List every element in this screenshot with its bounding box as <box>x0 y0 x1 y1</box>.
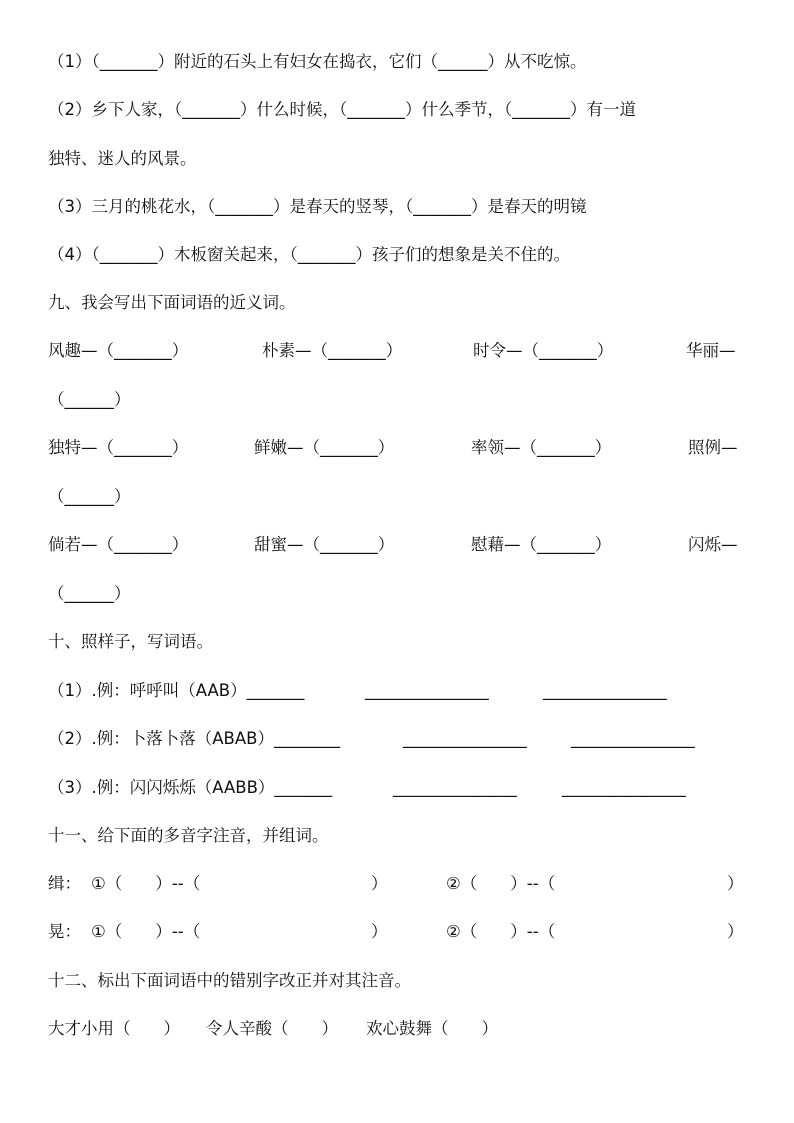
q11-row2-choice1-end: ） <box>371 922 388 941</box>
q8-item-2-line2: 独特、迷人的风景。 <box>48 149 197 168</box>
q8-item-1: （1）（_______）附近的石头上有妇女在捣衣，它们（______）从不吃惊。 <box>48 52 587 71</box>
q9-heading: 九、我会写出下面词语的近义词。 <box>48 293 296 312</box>
q12-heading: 十二、标出下面词语中的错别字改正并对其注音。 <box>48 971 411 990</box>
q9-row2-item3: 率领—（_______） <box>471 438 612 457</box>
q10-example-2: （2）.例：卜落卜落（ABAB）________ <box>48 729 340 748</box>
q10-ex3-blank-2: _______________ <box>562 778 686 797</box>
q9-row1-item4: 华丽— <box>686 341 736 360</box>
q9-row1-item1: 风趣—（_______） <box>48 341 189 360</box>
q11-row1-choice1-end: ） <box>371 874 388 893</box>
q10-example-1: （1）.例：呼呼叫（AAB）_______ <box>48 681 305 700</box>
q10-ex2-blank-1: _______________ <box>403 729 527 748</box>
q11-row1-choice2-end: ） <box>727 874 744 893</box>
q11-row2-choice2-end: ） <box>727 922 744 941</box>
q9-row3-continuation: （______） <box>48 584 131 603</box>
q9-row3-item4: 闪烁— <box>688 535 738 554</box>
q10-heading: 十、照样子，写词语。 <box>48 632 213 651</box>
q9-row1-item3: 时令—（_______） <box>473 341 614 360</box>
q9-row2-item4: 照例— <box>688 438 738 457</box>
q10-ex1-blank-1: _______________ <box>365 681 489 700</box>
q11-row1-choice2: ②（ ）--（ <box>446 874 556 893</box>
q12-item-3: 欢心鼓舞（ ） <box>366 1019 498 1038</box>
q9-row2-continuation: （______） <box>48 487 131 506</box>
q10-ex2-blank-2: _______________ <box>571 729 695 748</box>
q9-row2-item2: 鲜嫩—（_______） <box>254 438 395 457</box>
q10-example-3: （3）.例：闪闪烁烁（AABB）_______ <box>48 778 333 797</box>
q11-heading: 十一、给下面的多音字注音，并组词。 <box>48 826 329 845</box>
q9-row3-item2: 甜蜜—（_______） <box>254 535 395 554</box>
q11-row2-char: 晃： <box>48 922 81 941</box>
q8-item-4: （4）（_______）木板窗关起来，（_______）孩子们的想象是关不住的。 <box>48 245 570 264</box>
q11-row1-char: 缉： <box>48 874 81 893</box>
q10-ex3-blank-1: _______________ <box>393 778 517 797</box>
q8-item-3: （3）三月的桃花水，（_______）是春天的竖琴，（_______）是春天的明镜 <box>48 197 587 216</box>
q11-row2-choice1: ①（ ）--（ <box>91 922 201 941</box>
q9-row2-item1: 独特—（_______） <box>48 438 189 457</box>
q12-item-2: 令人辛酸（ ） <box>206 1019 338 1038</box>
q9-row1-continuation: （______） <box>48 390 131 409</box>
q9-row3-item3: 慰藉—（_______） <box>471 535 612 554</box>
q9-row3-item1: 倘若—（_______） <box>48 535 189 554</box>
q11-row2-choice2: ②（ ）--（ <box>446 922 556 941</box>
q8-item-2-line1: （2）乡下人家，（_______）什么时候，（_______）什么季节，（_______）有一道 <box>48 100 636 119</box>
q12-item-1: 大才小用（ ） <box>48 1019 180 1038</box>
q11-row1-choice1: ①（ ）--（ <box>91 874 201 893</box>
q10-ex1-blank-2: _______________ <box>543 681 667 700</box>
q9-row1-item2: 朴素—（_______） <box>262 341 403 360</box>
